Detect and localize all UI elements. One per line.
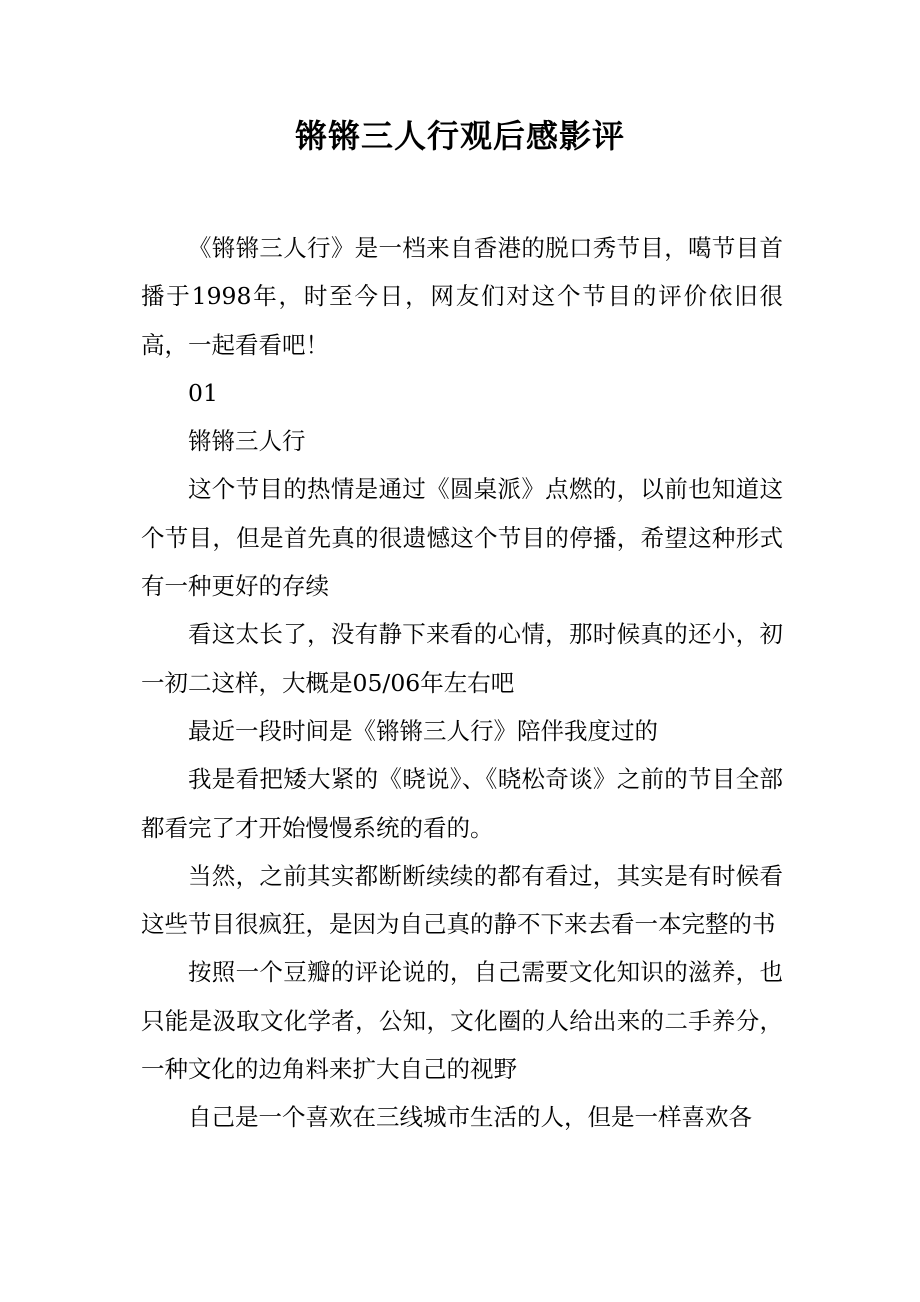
paragraph: 当然，之前其实都断断续续的都有看过，其实是有时候看这些节目很疯狂，是因为自己真的静不下来去看一本完整的书	[141, 861, 783, 939]
section-heading: 锵锵三人行	[188, 427, 306, 456]
document-title: 锵锵三人行观后感影评	[294, 117, 625, 155]
paragraph: 自己是一个喜欢在三线城市生活的人，但是一样喜欢各	[188, 1103, 752, 1132]
section-number: 01	[188, 378, 218, 407]
paragraph: 按照一个豆瓣的评论说的，自己需要文化知识的滋养，也只能是汲取文化学者，公知，文化圈的人给出来的二手养分，一种文化的边角料来扩大自己的视野	[141, 958, 783, 1084]
paragraph: 看这太长了，没有静下来看的心情，那时候真的还小，初一初二这样，大概是05/06年左右吧	[141, 620, 783, 697]
document-body	[141, 224, 783, 1142]
paragraph: 这个节目的热情是通过《圆桌派》点燃的，以前也知道这个节目，但是首先真的很遗憾这个节目的停播，希望这种形式有一种更好的存续	[141, 475, 783, 601]
paragraph: 最近一段时间是《锵锵三人行》陪伴我度过的	[188, 716, 658, 745]
paragraph-intro: 《锵锵三人行》是一档来自香港的脱口秀节目，噶节目首播于1998年，时至今日，网友们对这个节目的评价依旧很高，一起看看吧！	[141, 234, 783, 359]
paragraph: 我是看把矮大紧的《晓说》、《晓松奇谈》之前的节目全部都看完了才开始慢慢系统的看的。	[141, 765, 783, 842]
